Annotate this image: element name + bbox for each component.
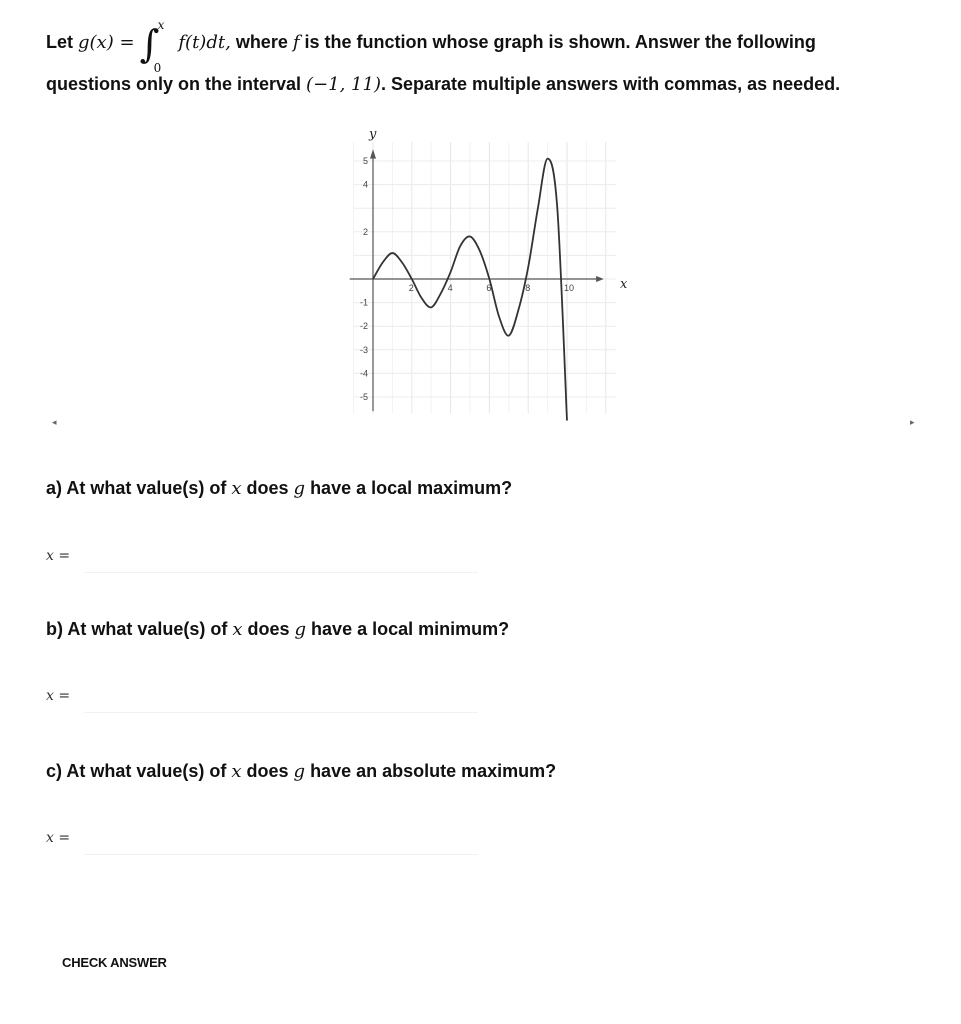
function-graph — [0, 0, 961, 440]
question-a-label — [46, 478, 512, 499]
answer-b-input[interactable] — [84, 684, 478, 713]
question-c-prefix: c) At what value(s) of — [46, 761, 232, 781]
question-c-func: g — [293, 761, 306, 782]
x-tick-label: 4 — [447, 283, 453, 293]
question-c-mid: does — [241, 761, 294, 781]
prompt-lead: Let — [46, 32, 73, 52]
prompt-where: where — [230, 32, 293, 52]
question-a-prefix: a) At what value(s) of — [46, 478, 232, 498]
answer-c-input[interactable] — [84, 826, 478, 855]
y-tick-label: -5 — [359, 392, 368, 402]
answer-a-label: x = — [46, 548, 71, 564]
check-answer-button[interactable]: CHECK ANSWER — [62, 955, 167, 970]
question-b-label — [46, 619, 509, 640]
question-a-func: g — [293, 478, 306, 499]
answer-a-input[interactable] — [84, 544, 478, 573]
x-tick-label: 2 — [408, 283, 414, 293]
y-tick-label: 5 — [362, 156, 368, 166]
prompt-line2-end: . Separate multiple answers with commas, as needed. — [380, 74, 841, 94]
x-axis-label: x — [620, 277, 628, 292]
answer-c-label: x = — [46, 830, 71, 846]
question-b-suffix: have a local minimum? — [306, 619, 510, 639]
integral-lower-limit: 0 — [153, 61, 162, 75]
answer-row-c — [46, 826, 474, 854]
question-a-mid: does — [241, 478, 294, 498]
y-axis-label: y — [369, 127, 377, 142]
answer-row-a — [46, 544, 474, 572]
prev-arrow-icon[interactable]: ◂ — [52, 417, 57, 427]
f-symbol: f — [292, 32, 300, 53]
question-a-var: x — [231, 478, 242, 499]
question-c-label — [46, 761, 556, 782]
y-tick-label: 4 — [362, 179, 368, 190]
question-c-suffix: have an absolute maximum? — [305, 761, 557, 781]
answer-b-label: x = — [46, 688, 71, 704]
question-b-mid: does — [242, 619, 295, 639]
y-tick-label: -3 — [359, 344, 368, 355]
y-tick-label: -1 — [359, 297, 368, 308]
y-axis-arrow-icon — [370, 149, 376, 158]
x-tick-label: 8 — [525, 283, 531, 293]
next-arrow-icon[interactable]: ▸ — [910, 417, 915, 427]
y-tick-label: -4 — [359, 368, 368, 379]
question-b-func: g — [294, 619, 307, 640]
integrand: f(t)dt, — [178, 32, 231, 53]
y-tick-label: 2 — [362, 226, 368, 237]
x-tick-label: 6 — [486, 283, 492, 293]
question-c-var: x — [231, 761, 242, 782]
g-of-x: g(x) = — [78, 32, 135, 53]
y-tick-label: -2 — [359, 321, 368, 332]
question-a-suffix: have a local maximum? — [305, 478, 513, 498]
integral-upper-limit: x — [157, 18, 165, 32]
question-b-prefix: b) At what value(s) of — [46, 619, 233, 639]
prompt-line1-end: is the function whose graph is shown. Answer the following — [299, 32, 816, 52]
answer-row-b — [46, 684, 474, 712]
interval: (−1, 11) — [306, 74, 381, 95]
integral-symbol: ∫ x 0 — [140, 22, 160, 66]
x-axis-arrow-icon — [596, 276, 604, 282]
prompt-line2-start: questions only on the interval — [46, 74, 307, 94]
graph-grid — [354, 142, 616, 413]
question-b-var: x — [232, 619, 243, 640]
x-tick-label: 10 — [564, 283, 575, 293]
